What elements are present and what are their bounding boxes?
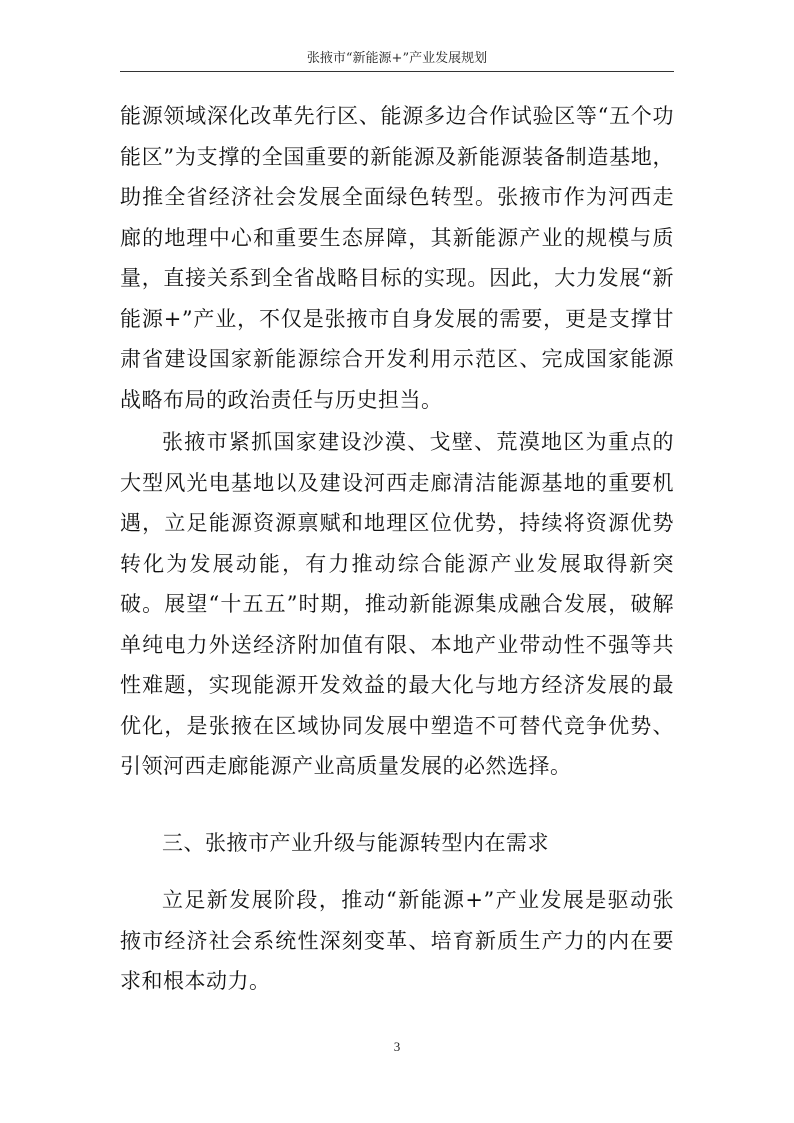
body-paragraph-3: 立足新发展阶段，推动“新能源+”产业发展是驱动张掖市经济社会系统性深刻变革、培育新质生产力的内在要求和根本动力。 (120, 888, 674, 993)
section-heading: 三、张掖市产业升级与能源转型内在需求 (162, 831, 549, 855)
header-divider (120, 71, 674, 72)
running-header-title: 张掖市“新能源+”产业发展规划 (306, 51, 488, 66)
body-paragraph-1: 能源领域深化改革先行区、能源多边合作试验区等“五个功能区”为支撑的全国重要的新能源及新能源装备制造基地，助推全省经济社会发展全面绿色转型。张掖市作为河西走廊的地理中心和重要生态屏障，其新能源产业的规模与质量，直接关系到全省战略目标的实现。因此，大力发展“新能源+”产业，不仅是张掖市自身发展的需要，更是支撑甘肃省建设国家新能源综合开发利用示范区、完成国家能源战略布局的政治责任与历史担当。 (120, 104, 674, 412)
body-paragraph-2: 张掖市紧抓国家建设沙漠、戈壁、荒漠地区为重点的大型风光电基地以及建设河西走廊清洁能源基地的重要机遇，立足能源资源禀赋和地理区位优势，持续将资源优势转化为发展动能，有力推动综合能源产业发展取得新突破。展望“十五五”时期，推动新能源集成融合发展，破解单纯电力外送经济附加值有限、本地产业带动性不强等共性难题，实现能源开发效益的最大化与地方经济发展的最优化，是张掖在区域协同发展中塑造不可替代竞争优势、引领河西走廊能源产业高质量发展的必然选择。 (120, 430, 674, 778)
page-number: 3 (393, 1039, 401, 1054)
